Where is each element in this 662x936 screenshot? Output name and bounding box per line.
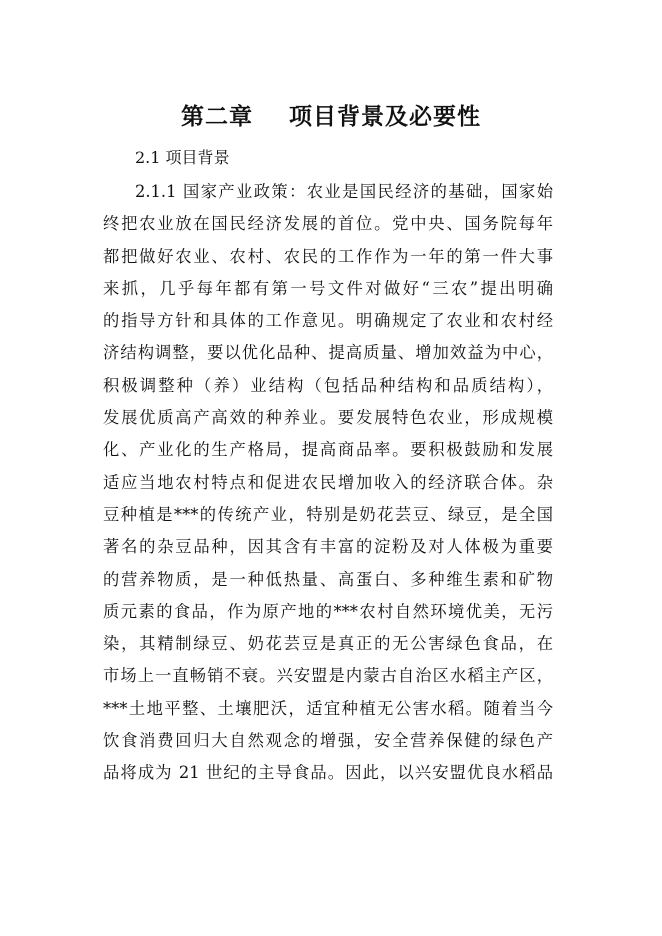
paragraph-line: 化、产业化的生产格局，提高商品率。要积极鼓励和发展 — [103, 440, 553, 460]
paragraph-line: 品将成为 21 世纪的主导食品。因此，以兴安盟优良水稻品 — [103, 763, 553, 783]
paragraph-line: 豆种植是***的传统产业，特别是奶花芸豆、绿豆，是全国 — [103, 504, 553, 524]
paragraph-line: 质元素的食品，作为原产地的***农村自然环境优美，无污 — [103, 601, 553, 621]
paragraph-line: 终把农业放在国民经济发展的首位。党中央、国务院每年 — [103, 214, 553, 234]
paragraph-line: 都把做好农业、农村、农民的工作作为一年的第一件大事 — [103, 246, 553, 266]
chapter-title: 第二章 项目背景及必要性 — [180, 104, 482, 130]
paragraph-line: 适应当地农村特点和促进农民增加收入的经济联合体。杂 — [103, 472, 553, 492]
paragraph-line: 饮食消费回归大自然观念的增强，安全营养保健的绿色产 — [103, 731, 553, 751]
paragraph-line: 积极调整种（养）业结构（包括品种结构和品质结构）， — [103, 375, 553, 395]
paragraph-line: 市场上一直畅销不衰。兴安盟是内蒙古自治区水稻主产区， — [103, 666, 553, 686]
paragraph-line: 发展优质高产高效的种养业。要发展特色农业，形成规模 — [103, 408, 553, 428]
body-paragraph — [103, 176, 553, 790]
paragraph-line: ***土地平整、土壤肥沃，适宜种植无公害水稻。随着当今 — [103, 698, 553, 718]
paragraph-line: 染，其精制绿豆、奶花芸豆是真正的无公害绿色食品，在 — [103, 634, 553, 654]
paragraph-line: 的营养物质，是一种低热量、高蛋白、多种维生素和矿物 — [103, 569, 553, 589]
paragraph-line: 的指导方针和具体的工作意见。明确规定了农业和农村经 — [103, 311, 553, 331]
paragraph-line: 济结构调整，要以优化品种、提高质量、增加效益为中心， — [103, 343, 553, 363]
paragraph-line: 著名的杂豆品种，因其含有丰富的淀粉及对人体极为重要 — [103, 537, 553, 557]
paragraph-line: 2.1.1 国家产业政策：农业是国民经济的基础，国家始 — [135, 182, 553, 201]
paragraph-line: 来抓，几乎每年都有第一号文件对做好“三农”提出明确 — [103, 278, 553, 298]
section-heading: 2.1 项目背景 — [135, 148, 230, 167]
